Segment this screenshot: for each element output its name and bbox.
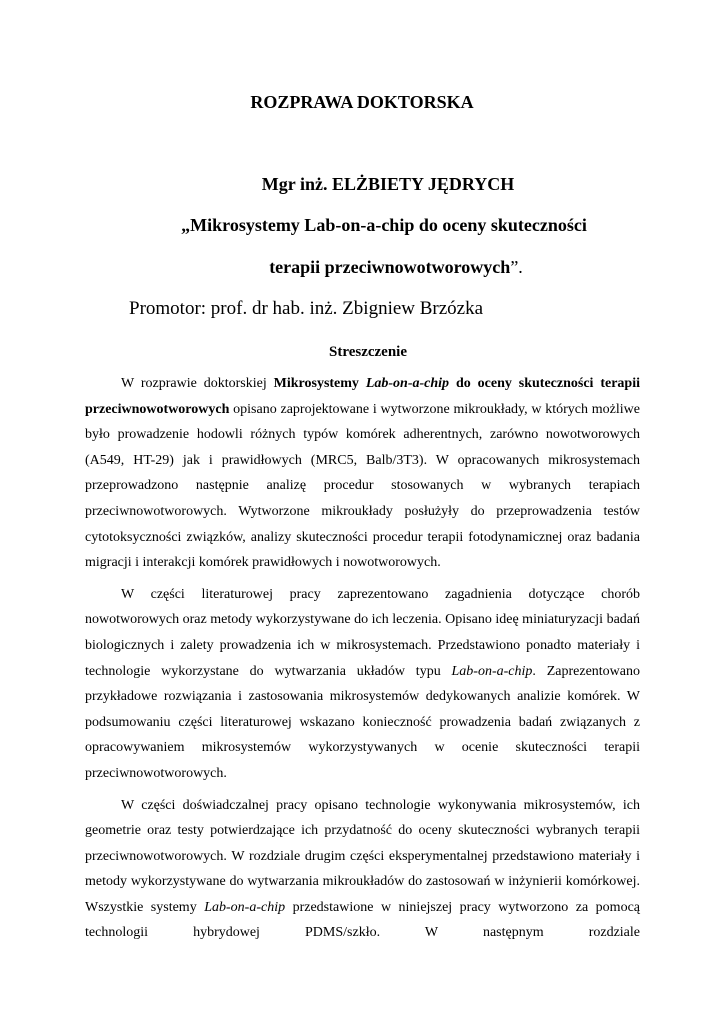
p2-text-a: W części literaturowej pracy zaprezentowano zagadnienia dotyczące chorób nowotworowych oraz metody wykorzystywane do ich leczenia. Opisano ideę miniaturyzacji badań biologicznych i zalety prowadzenia ich w mikrosystemach. Przedstawiono ponadto materiały i technologie wykorzystane do wytwarzania układów typu	[85, 586, 640, 679]
abstract-paragraph-1	[85, 371, 640, 576]
thesis-title-line-2	[34, 257, 724, 278]
p1-title-bold: Mikrosystemy	[273, 376, 366, 391]
thesis-title-line-1: „Mikrosystemy Lab-on-a-chip do oceny skuteczności	[181, 215, 587, 235]
thesis-title-closing-quote: ”.	[510, 257, 523, 277]
p2-italic: Lab-on-a-chip	[451, 663, 533, 679]
p1-title-bold-end: do oceny skuteczności terapii przeciwnowotworowych	[85, 376, 640, 417]
p3-text-a: W części doświadczalnej pracy opisano technologie wykonywania mikrosystemów, ich geometrie oraz testy potwierdzające ich przydatność do oceny skuteczności wybranych terapii przeciwnowotworowych. W rozdziale drugim części eksperymentalnej przedstawiono materiały i metody wykorzystywane do wytwarzania mikroukładów do zastosowań w inżynierii komórkowej. Wszystkie systemy	[85, 797, 640, 915]
p2-text-b: . Zaprezentowano przykładowe rozwiązania i zastosowania mikrosystemów dedykowanych analizie komórek. W podsumowaniu części literaturowej wskazano konieczność prowadzenia badań związanych z opracowywaniem mikrosystemów wykorzystywanych w ocenie skuteczności terapii przeciwnowotworowych.	[85, 663, 640, 781]
document-title: ROZPRAWA DOKTORSKA	[250, 92, 474, 112]
abstract-paragraph-2	[85, 582, 640, 787]
promotor-line: Promotor: prof. dr hab. inż. Zbigniew Brzózka	[129, 298, 484, 319]
p3-text-b: przedstawione w niniejszej pracy wytworzono za pomocą technologii hybrydowej PDMS/szkło. W następnym rozdziale	[85, 899, 640, 941]
abstract-body	[85, 371, 640, 946]
p3-italic: Lab-on-a-chip	[204, 899, 286, 915]
p1-intro: W rozprawie doktorskiej	[121, 376, 274, 391]
p1-title-italic: Lab-on-a-chip	[365, 376, 450, 391]
abstract-paragraph-3	[85, 793, 640, 947]
p1-text: opisano zaprojektowane i wytworzone mikroukłady, w których możliwe było prowadzenie hodowli różnych typów komórek adherentnych, zarówno nowotworowych (A549, HT-29) jak i prawidłowych (MRC5, Balb/3T3). W opracowanych mikrosystemach przeprowadzono następnie analizę procedur stosowanych w wybranych terapiach przeciwnowotworowych. Wytworzone mikroukłady posłużyły do przeprowadzenia testów cytotoksyczności związków, analizy skuteczności procedur terapii fotodynamicznej oraz badania migracji i interakcji komórek prawidłowych i nowotworowych.	[85, 401, 640, 571]
author-name: Mgr inż. ELŻBIETY JĘDRYCH	[261, 174, 515, 194]
abstract-heading: Streszczenie	[328, 344, 408, 360]
thesis-title-line-2-text: terapii przeciwnowotworowych	[269, 257, 511, 277]
